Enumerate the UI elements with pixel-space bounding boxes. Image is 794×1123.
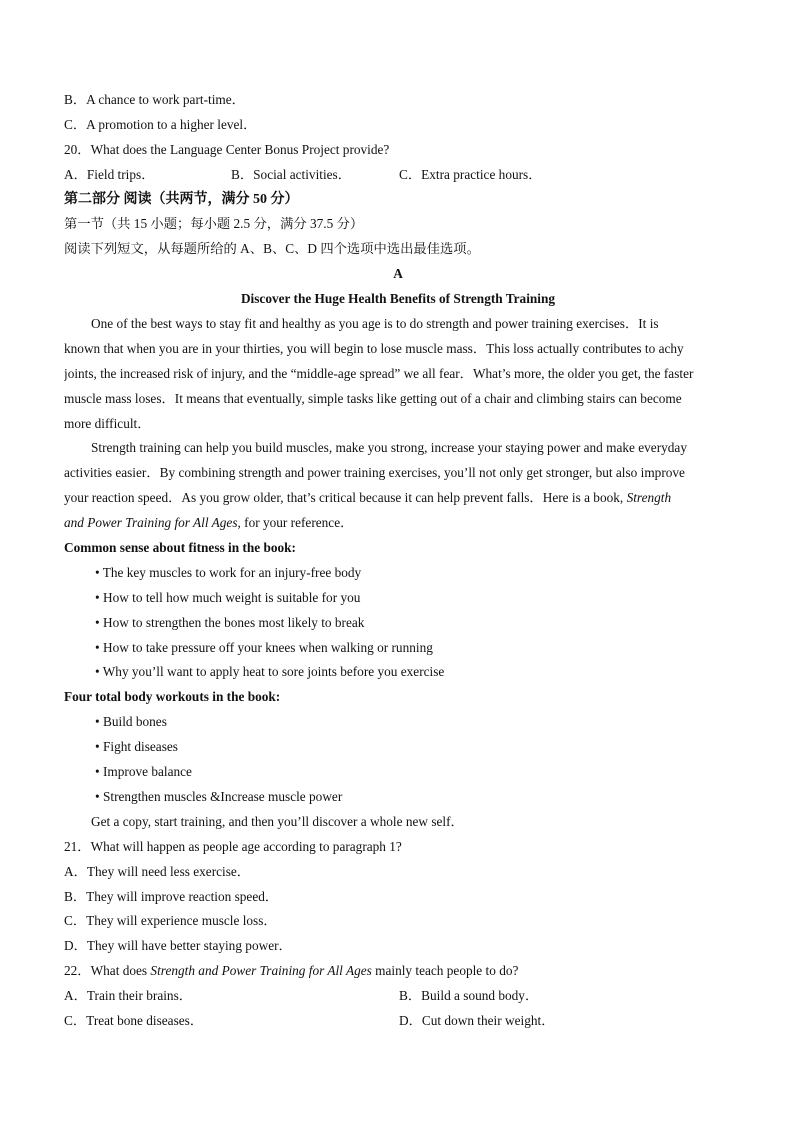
closing-line: Get a copy, start training, and then you’ll discover a whole new self． bbox=[91, 813, 464, 829]
exam-page bbox=[64, 88, 732, 1034]
q22-option-b: B．Build a sound body． bbox=[399, 988, 539, 1004]
question-22-stem bbox=[64, 959, 732, 984]
paragraph-2-line bbox=[64, 511, 732, 536]
q22-option-c: C．Treat bone diseases． bbox=[64, 1012, 204, 1028]
q21-option-d: D．They will have better staying power． bbox=[64, 938, 292, 954]
book-title: Strength and Power Training for All Ages bbox=[150, 963, 372, 979]
common-sense-heading: Common sense about fitness in the book: bbox=[64, 540, 296, 556]
paragraph-2-line bbox=[64, 486, 732, 511]
q22-option-a: A．Train their brains． bbox=[64, 988, 193, 1004]
question-22-options-row-2 bbox=[64, 1009, 732, 1034]
list-item: • Improve balance bbox=[95, 764, 192, 780]
list-item: • How to strengthen the bones most likely to break bbox=[95, 614, 365, 630]
book-title: Strength bbox=[626, 490, 672, 506]
paragraph-2-text: , for your reference． bbox=[237, 515, 354, 531]
q22-stem-text: mainly teach people to do? bbox=[371, 963, 519, 979]
option-b: B．A chance to work part-time． bbox=[64, 92, 245, 107]
q22-option-d: D．Cut down their weight． bbox=[399, 1012, 555, 1028]
q21-option-b: B．They will improve reaction speed． bbox=[64, 888, 279, 904]
question-21-stem: 21．What will happen as people age according to paragraph 1? bbox=[64, 838, 402, 854]
paragraph-1-line: more difficult． bbox=[64, 415, 151, 431]
part-title: 第二部分 阅读（共两节，满分 50 分） bbox=[64, 191, 299, 207]
passage-title: Discover the Huge Health Benefits of Strength Training bbox=[240, 291, 556, 307]
q20-option-b: B．Social activities． bbox=[231, 166, 352, 182]
passage-letter: A bbox=[393, 266, 403, 282]
workouts-heading: Four total body workouts in the book: bbox=[64, 689, 281, 705]
paragraph-2-line: Strength training can help you build muscles, make you strong, increase your staying power and make everyday bbox=[91, 440, 687, 456]
paragraph-2-text: your reaction speed．As you grow older, that’s critical because it can help prevent falls．Here is a book, bbox=[64, 490, 624, 506]
instruction: 阅读下列短文，从每题所给的 A、B、C、D 四个选项中选出最佳选项。 bbox=[64, 241, 480, 257]
list-item: • Fight diseases bbox=[95, 739, 178, 755]
paragraph-1-line: known that when you are in your thirties, you will begin to lose muscle mass．This loss actually contributes to achy bbox=[64, 340, 684, 356]
paragraph-1-line: joints, the increased risk of injury, and the “middle-age spread” we all fear．What’s more, the older you get, the faster bbox=[64, 365, 694, 381]
question-22-options-row-1 bbox=[64, 984, 732, 1009]
q21-option-a: A．They will need less exercise． bbox=[64, 863, 251, 879]
list-item: • Build bones bbox=[95, 714, 167, 730]
list-item: • The key muscles to work for an injury-free body bbox=[95, 564, 362, 580]
book-title: and Power Training for All Ages bbox=[64, 515, 238, 531]
subsection-title: 第一节（共 15 小题；每小题 2.5 分，满分 37.5 分） bbox=[64, 216, 364, 232]
paragraph-2-line: activities easier．By combining strength and power training exercises, you’ll not only get stronger, but also improve bbox=[64, 465, 685, 481]
list-item: • Why you’ll want to apply heat to sore joints before you exercise bbox=[95, 664, 445, 680]
list-item: • Strengthen muscles &Increase muscle power bbox=[95, 788, 343, 804]
question-20-options bbox=[64, 163, 732, 188]
list-item: • How to tell how much weight is suitable for you bbox=[95, 589, 361, 605]
q20-option-a: A．Field trips． bbox=[64, 166, 155, 182]
option-c: C．A promotion to a higher level． bbox=[64, 116, 257, 132]
q20-option-c: C．Extra practice hours． bbox=[399, 166, 542, 182]
paragraph-1-line: One of the best ways to stay fit and healthy as you age is to do strength and power training exercises．It is bbox=[91, 316, 659, 332]
q22-stem-text: 22．What does bbox=[64, 963, 151, 979]
question-20-stem: 20．What does the Language Center Bonus Project provide? bbox=[64, 141, 390, 157]
paragraph-1-line: muscle mass loses．It means that eventually, simple tasks like getting out of a chair and climbing stairs can become bbox=[64, 390, 682, 406]
list-item: • How to take pressure off your knees when walking or running bbox=[95, 639, 433, 655]
q21-option-c: C．They will experience muscle loss． bbox=[64, 913, 277, 929]
